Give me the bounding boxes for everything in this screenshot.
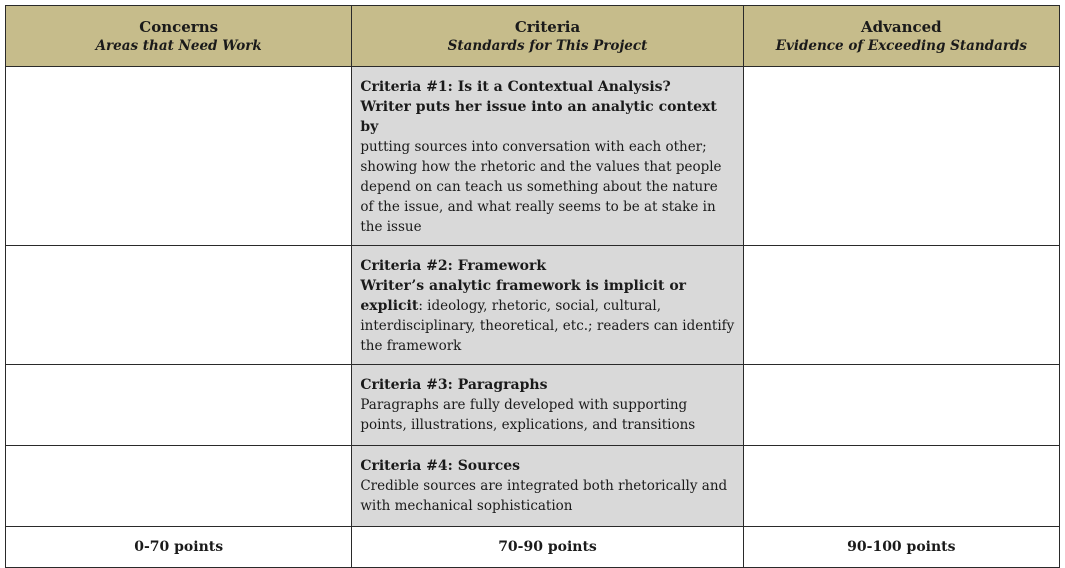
advanced-cell-1: [743, 67, 1059, 246]
advanced-cell-3: [743, 365, 1059, 446]
criteria-lead-1: Writer puts her issue into an analytic context by: [360, 99, 717, 135]
criteria-row-3: [6, 365, 1060, 446]
header-criteria-subtitle: Standards for This Project: [447, 38, 648, 54]
criteria-row-2: [6, 246, 1060, 365]
criteria-body-1: putting sources into conversation with each other; showing how the rhetoric and the values that people depend on can teach us something about the nature of the issue, and what really seems to be at stake in the issue: [360, 139, 722, 235]
points-row: [6, 527, 1060, 568]
concerns-points: 0-70 points: [6, 527, 352, 568]
criteria-cell-2: [352, 246, 743, 365]
advanced-cell-2: [743, 246, 1059, 365]
criteria-row-4: [6, 446, 1060, 527]
criteria-cell-1: [352, 67, 743, 246]
header-advanced-title: Advanced: [861, 18, 942, 36]
criteria-body-2: : ideology, rhetoric, social, cultural, interdisciplinary, theoretical, etc.; readers can identify the framework: [360, 298, 735, 354]
advanced-cell-4: [743, 446, 1059, 527]
criteria-cell-4: [352, 446, 743, 527]
criteria-body-3: Paragraphs are fully developed with supporting points, illustrations, explications, and transitions: [360, 397, 696, 433]
criteria-title-1: Criteria #1: Is it a Contextual Analysis?: [360, 79, 671, 95]
criteria-lead-2: Writer’s analytic framework is implicit or explicit: [360, 278, 687, 314]
rubric-table: [5, 5, 1060, 568]
header-criteria: [352, 6, 743, 67]
advanced-points: 90-100 points: [743, 527, 1059, 568]
header-row: [6, 6, 1060, 67]
header-advanced-subtitle: Evidence of Exceeding Standards: [775, 38, 1027, 54]
header-criteria-title: Criteria: [514, 18, 581, 36]
criteria-cell-3: [352, 365, 743, 446]
concerns-cell-4: [6, 446, 352, 527]
concerns-cell-1: [6, 67, 352, 246]
criteria-title-2: Criteria #2: Framework: [360, 258, 547, 274]
criteria-body-4: Credible sources are integrated both rhetorically and with mechanical sophistication: [360, 478, 728, 514]
concerns-cell-2: [6, 246, 352, 365]
criteria-points: 70-90 points: [352, 527, 743, 568]
criteria-text-2: [360, 276, 734, 356]
criteria-row-1: [6, 67, 1060, 246]
header-concerns-subtitle: Areas that Need Work: [95, 38, 262, 54]
criteria-title-3: Criteria #3: Paragraphs: [360, 377, 548, 393]
header-concerns-title: Concerns: [139, 18, 219, 36]
header-advanced: [743, 6, 1059, 67]
header-concerns: [6, 6, 352, 67]
concerns-cell-3: [6, 365, 352, 446]
criteria-title-4: Criteria #4: Sources: [360, 458, 521, 474]
